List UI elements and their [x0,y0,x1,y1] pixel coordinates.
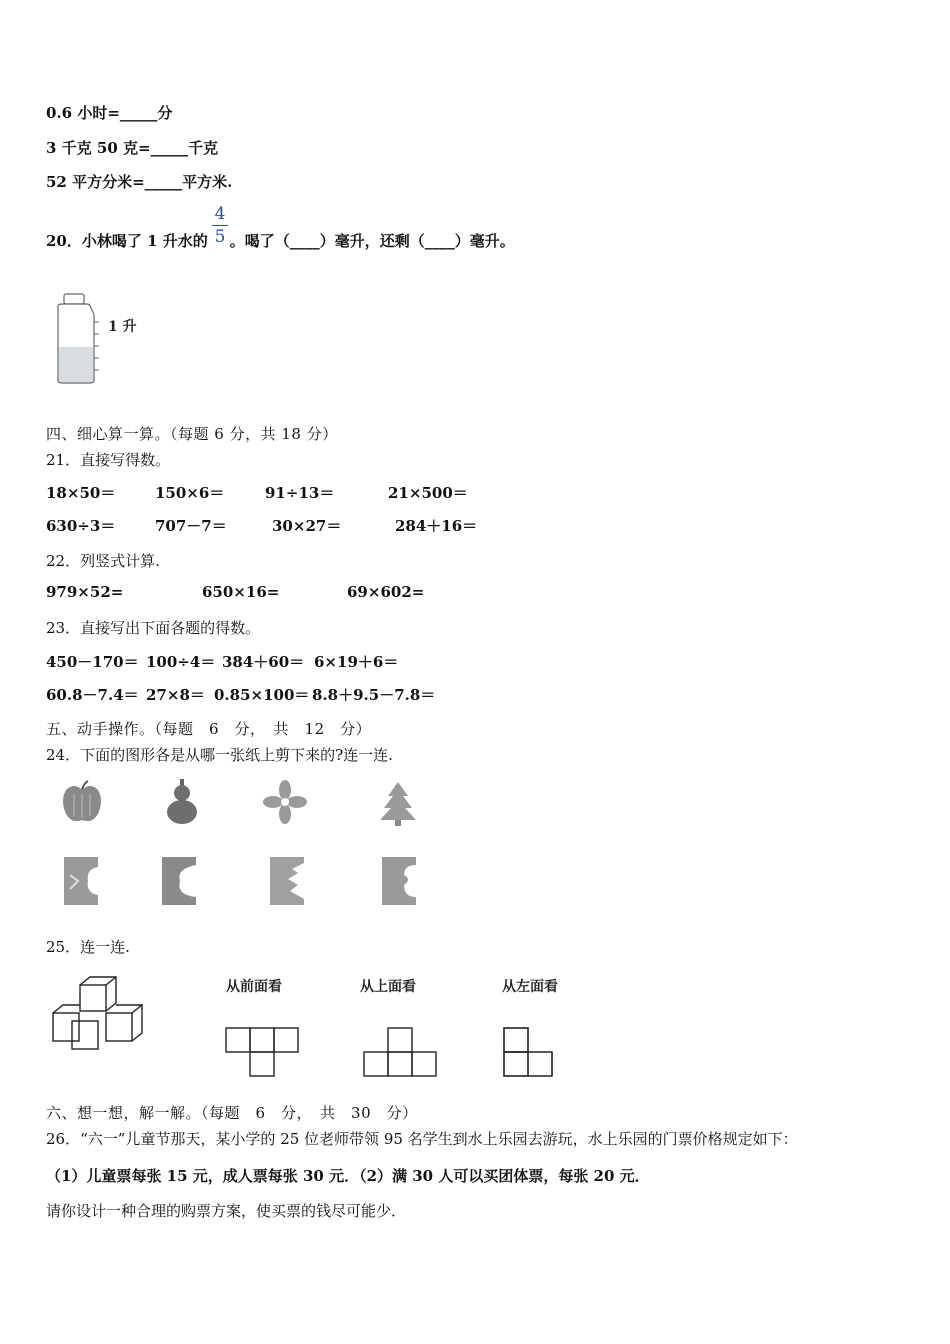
paper-piece-2-icon [158,855,200,907]
q22-title: 22．列竖式计算. [46,552,160,570]
apple-shape-icon [60,780,104,826]
q26-line-1: 26．“六一”儿童节那天，某小学的 25 位老师带领 95 名学生到水上乐园去游玩，水上乐园的门票价格规定如下： [46,1130,798,1148]
q21-item: 91÷13＝ [265,484,335,502]
gourd-shape-icon [162,778,202,826]
q21-item: 150×6＝ [155,484,225,502]
q20-text [46,230,515,251]
q20-suffix: 。喝了（____）毫升，还剩（____）毫升。 [229,232,515,250]
q23-item: 450－170＝ [46,653,139,671]
q25-title: 25．连一连. [46,938,130,956]
q21-item: 707－7＝ [155,517,227,535]
fraction-denominator: 5 [214,227,226,247]
left-view-figure [502,1024,558,1080]
q24-title: 24．下面的图形各是从哪一张纸上剪下来的?连一连. [46,746,393,764]
tree-shape-icon [378,780,418,828]
q22-item: 979×52= [46,583,124,601]
q23-item: 384＋60＝ [222,653,305,671]
q20-fraction [212,204,228,247]
paper-piece-3-icon [266,855,308,907]
section-6-heading: 六、想一想，解一解。（每题 6 分， 共 30 分） [46,1104,418,1122]
q23-item: 0.85×100＝ [214,686,310,704]
q26-line-2: （1）儿童票每张 15 元，成人票每张 30 元．（2）满 30 人可以买团体票，每张 20 元． [46,1167,650,1185]
q21-item: 284＋16＝ [395,517,478,535]
q21-title: 21．直接写得数。 [46,451,171,469]
q23-title: 23．直接写出下面各题的得数。 [46,619,261,637]
q26-line-3: 请你设计一种合理的购票方案，使买票的钱尽可能少． [46,1202,407,1220]
top-view-label: 从上面看 [360,979,416,995]
conversion-line-2: 3 千克 50 克=_____千克 [46,139,219,157]
fraction-numerator: 4 [214,204,226,224]
left-view-label: 从左面看 [502,979,558,995]
q22-item: 69×602= [347,583,425,601]
paper-piece-4-icon [378,855,420,907]
top-view-figure [362,1024,442,1080]
paper-piece-1-icon [60,855,102,907]
section-5-heading: 五、动手操作。（每题 6 分， 共 12 分） [46,720,372,738]
water-bottle-icon [50,292,110,387]
conversion-line-1: 0.6 小时=_____分 [46,104,173,122]
q23-item: 6×19＋6＝ [314,653,399,671]
q23-item: 27×8＝ [146,686,205,704]
q21-item: 21×500＝ [388,484,468,502]
cube-stack-icon [48,975,148,1055]
q20-prefix: 20．小林喝了 1 升水的 [46,232,208,250]
front-view-label: 从前面看 [226,979,282,995]
q23-item: 60.8－7.4＝ [46,686,139,704]
q23-item: 8.8＋9.5－7.8＝ [312,686,436,704]
q22-item: 650×16= [202,583,280,601]
front-view-figure [224,1024,304,1080]
q23-item: 100÷4＝ [146,653,216,671]
flower-shape-icon [262,780,308,824]
q21-item: 18×50＝ [46,484,116,502]
conversion-line-3: 52 平方分米=_____平方米. [46,173,233,191]
bottle-label: 1 升 [108,319,137,335]
q21-item: 630÷3＝ [46,517,116,535]
q21-item: 30×27＝ [272,517,342,535]
section-4-heading: 四、细心算一算。（每题 6 分，共 18 分） [46,425,338,443]
